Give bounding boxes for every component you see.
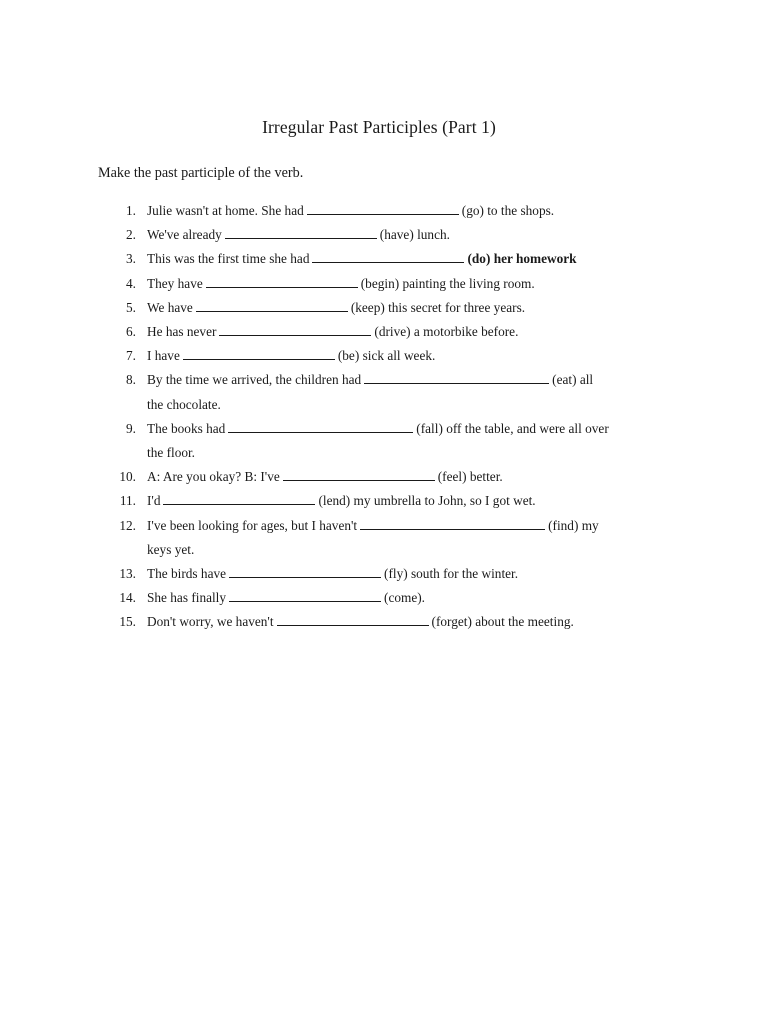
question-line (147, 272, 647, 296)
question-number: 1. (126, 203, 136, 218)
question-item (0, 489, 768, 513)
question-text (147, 199, 647, 223)
question-line (147, 199, 647, 223)
question-number: 8. (126, 372, 136, 388)
answer-blank[interactable] (229, 563, 381, 578)
verb-hint: (go) to the shops. (461, 203, 555, 218)
question-line (147, 610, 647, 634)
question-item (0, 417, 768, 465)
instruction-text: Make the past participle of the verb. (98, 165, 304, 181)
answer-blank[interactable] (229, 587, 381, 602)
question-prompt: A: Are you okay? B: I've (147, 469, 280, 485)
question-item (0, 296, 768, 320)
question-item (0, 223, 768, 247)
question-number: 11. (119, 493, 136, 509)
answer-blank[interactable] (360, 515, 545, 530)
question-text (147, 296, 647, 320)
question-prompt: I've been looking for ages, but I haven't (147, 517, 358, 533)
verb-hint: (begin) painting the living room. (360, 275, 535, 291)
question-prompt: I have (147, 348, 180, 364)
question-text (147, 562, 647, 586)
question-item (0, 586, 768, 610)
question-number: 4. (126, 275, 136, 291)
question-item (0, 247, 768, 271)
verb-hint: (drive) a motorbike before. (374, 324, 519, 340)
verb-hint: (feel) better. (437, 469, 503, 485)
question-text (147, 344, 647, 368)
question-number: 5. (126, 299, 136, 315)
question-prompt: We have (147, 299, 193, 315)
verb-hint: (fly) south for the winter. (384, 566, 519, 582)
verb-hint: (have) lunch. (379, 227, 450, 243)
question-line (147, 417, 647, 441)
question-item (0, 610, 768, 634)
question-line (147, 368, 647, 392)
question-number: 9. (126, 420, 136, 436)
answer-blank[interactable] (364, 369, 549, 384)
question-text (147, 465, 647, 489)
question-line (147, 296, 647, 320)
question-item (0, 562, 768, 586)
answer-blank[interactable] (307, 200, 459, 215)
question-line (147, 465, 647, 489)
worksheet-title: Irregular Past Participles (Part 1) (262, 117, 496, 137)
question-item (0, 320, 768, 344)
verb-hint: (lend) my umbrella to John, so I got wet. (318, 493, 536, 509)
question-line (147, 514, 647, 538)
question-prompt: This was the first time she had (147, 251, 310, 267)
question-continuation: the floor. (147, 445, 196, 461)
question-prompt: He has never (147, 324, 217, 340)
question-line (147, 320, 647, 344)
verb-hint: (forget) about the meeting. (431, 614, 574, 630)
question-number: 6. (126, 324, 136, 340)
answer-blank[interactable] (283, 466, 435, 481)
question-number: 2. (126, 227, 136, 243)
answer-blank[interactable] (163, 490, 315, 505)
question-text (147, 223, 647, 247)
question-list (0, 199, 768, 635)
question-number: 3. (126, 251, 136, 267)
answer-blank[interactable] (206, 273, 358, 288)
question-continuation: keys yet. (147, 541, 195, 557)
question-prompt: They have (147, 275, 203, 291)
question-continuation: the chocolate. (147, 396, 221, 412)
verb-hint: (fall) off the table, and were all over (416, 420, 609, 436)
question-text (147, 320, 647, 344)
question-line (147, 586, 647, 610)
question-text (147, 514, 647, 562)
question-text (147, 489, 647, 513)
answer-blank[interactable] (312, 248, 464, 263)
verb-hint: (be) sick all week. (337, 348, 436, 364)
question-prompt: By the time we arrived, the children had (147, 372, 362, 388)
question-prompt: The books had (147, 420, 226, 436)
question-line (147, 247, 647, 271)
question-number: 7. (126, 348, 136, 364)
verb-hint: (find) my (548, 517, 599, 533)
answer-blank[interactable] (196, 297, 348, 312)
question-prompt: The birds have (147, 566, 227, 582)
question-line (147, 489, 647, 513)
question-item (0, 199, 768, 223)
question-prompt: Don't worry, we haven't (147, 614, 274, 630)
question-line (147, 562, 647, 586)
verb-hint: (come). (384, 590, 426, 606)
answer-blank[interactable] (277, 611, 429, 626)
question-text (147, 368, 647, 416)
question-item (0, 368, 768, 416)
verb-hint: (keep) this secret for three years. (350, 299, 526, 315)
answer-blank[interactable] (228, 418, 413, 433)
question-number: 15. (119, 614, 136, 630)
question-text (147, 610, 647, 634)
verb-hint: (eat) all (552, 372, 594, 388)
answer-blank[interactable] (225, 224, 377, 239)
question-number: 14. (119, 590, 136, 606)
question-line (147, 344, 647, 368)
question-prompt: We've already (147, 227, 222, 243)
question-item (0, 514, 768, 562)
question-text (147, 586, 647, 610)
question-text (147, 272, 647, 296)
question-number: 13. (119, 566, 136, 582)
question-number: 12. (119, 517, 136, 533)
question-prompt: Julie wasn't at home. She had (147, 203, 304, 218)
question-item (0, 344, 768, 368)
question-line (147, 223, 647, 247)
answer-blank[interactable] (183, 345, 335, 360)
question-prompt: I'd (147, 493, 161, 509)
verb-hint: (do) her homework (467, 251, 577, 267)
question-prompt: She has finally (147, 590, 227, 606)
question-number: 10. (119, 469, 136, 485)
question-text (147, 247, 647, 271)
answer-blank[interactable] (219, 321, 371, 336)
question-item (0, 272, 768, 296)
question-item (0, 465, 768, 489)
question-text (147, 417, 647, 465)
